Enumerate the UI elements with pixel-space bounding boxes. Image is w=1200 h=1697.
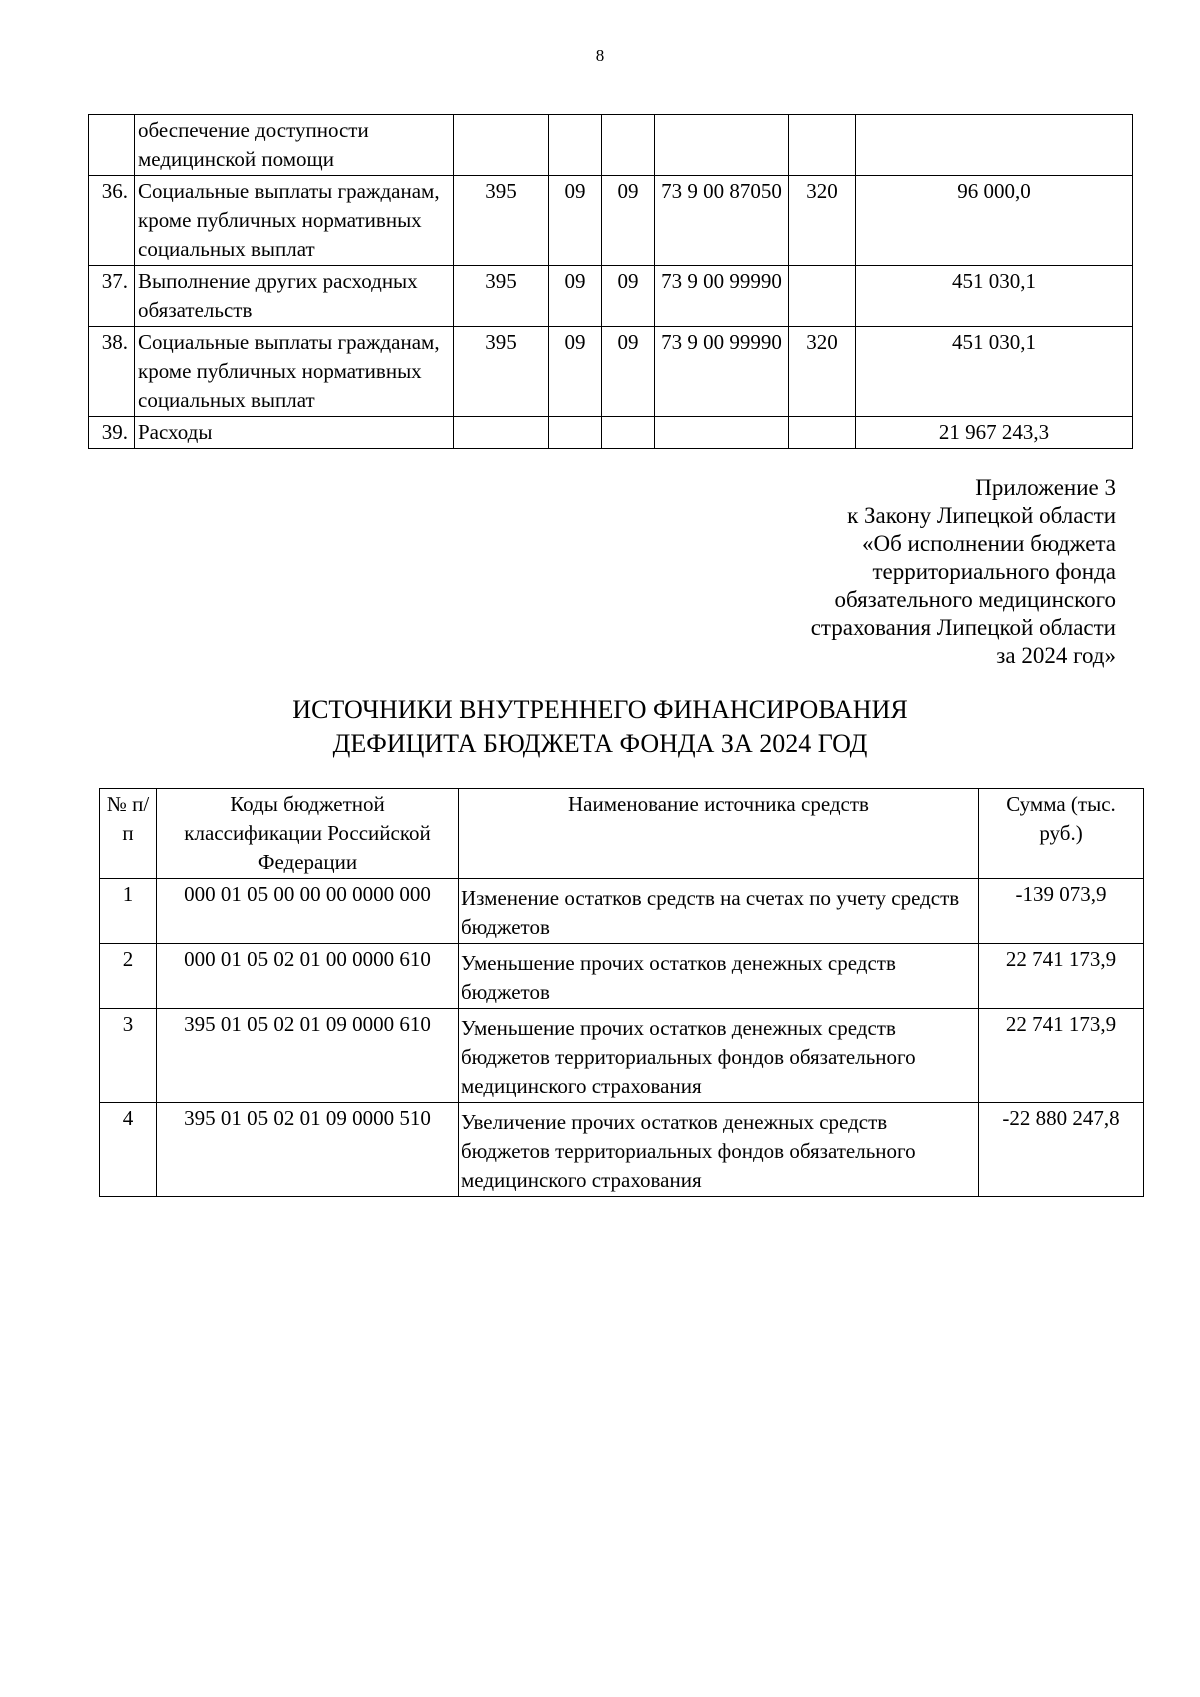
row-number: 36. [89,176,135,266]
row-number: 37. [89,266,135,327]
row-number: 3 [100,1009,157,1103]
appendix-reference [811,474,1116,670]
row-number: 2 [100,944,157,1009]
appendix-line: Приложение 3 [975,475,1116,500]
row-name: Изменение остатков средств на счетах по учету средств бюджетов [459,879,979,944]
row-sum: 22 741 173,9 [979,1009,1144,1103]
financing-sources-table [99,788,1144,1197]
row-sum: -139 073,9 [979,879,1144,944]
row-subsection: 09 [602,327,655,417]
row-name: Социальные выплаты гражданам, кроме публичных нормативных социальных выплат [135,176,454,266]
row-number: 4 [100,1103,157,1197]
row-code: 000 01 05 00 00 00 0000 000 [157,879,459,944]
row-admin-code: 395 [454,176,549,266]
table-row [89,266,1133,327]
table-row [89,115,1133,176]
title-line: ИСТОЧНИКИ ВНУТРЕННЕГО ФИНАНСИРОВАНИЯ [292,695,908,724]
row-subsection: 09 [602,266,655,327]
row-expense-type: 320 [789,176,856,266]
row-amount [856,115,1133,176]
row-code: 395 01 05 02 01 09 0000 510 [157,1103,459,1197]
row-expense-type [789,266,856,327]
row-amount: 451 030,1 [856,266,1133,327]
row-number: 1 [100,879,157,944]
row-name: Социальные выплаты гражданам, кроме публичных нормативных социальных выплат [135,327,454,417]
table-row [100,944,1144,1009]
title-line: ДЕФИЦИТА БЮДЖЕТА ФОНДА ЗА 2024 ГОД [332,729,868,758]
appendix-line: за 2024 год» [996,643,1116,668]
page-title [0,693,1200,761]
row-number: 39. [89,417,135,449]
row-name: Выполнение других расходных обязательств [135,266,454,327]
row-section: 09 [549,176,602,266]
row-expense-type [789,417,856,449]
row-section: 09 [549,327,602,417]
row-admin-code [454,115,549,176]
table-row [100,879,1144,944]
row-admin-code: 395 [454,266,549,327]
row-subsection [602,115,655,176]
row-code: 395 01 05 02 01 09 0000 610 [157,1009,459,1103]
row-name: Расходы [135,417,454,449]
row-amount: 21 967 243,3 [856,417,1133,449]
row-target-article: 73 9 00 99990 [655,327,789,417]
row-name: обеспечение доступности медицинской помощи [135,115,454,176]
row-section: 09 [549,266,602,327]
header-number: № п/п [100,789,157,879]
appendix-line: «Об исполнении бюджета [861,531,1116,556]
row-expense-type: 320 [789,327,856,417]
row-expense-type [789,115,856,176]
row-subsection [602,417,655,449]
table-row [100,1103,1144,1197]
row-name: Уменьшение прочих остатков денежных средств бюджетов [459,944,979,1009]
row-subsection: 09 [602,176,655,266]
row-name: Уменьшение прочих остатков денежных средств бюджетов территориальных фондов обязательного медицинского страхования [459,1009,979,1103]
row-name: Увеличение прочих остатков денежных средств бюджетов территориальных фондов обязательного медицинского страхования [459,1103,979,1197]
appendix-line: территориального фонда [872,559,1116,584]
table-row [89,327,1133,417]
header-codes: Коды бюджетной классификации Российской Федерации [157,789,459,879]
table-row [89,417,1133,449]
header-sum: Сумма (тыс. руб.) [979,789,1144,879]
page-number: 8 [595,46,605,65]
row-target-article [655,115,789,176]
row-code: 000 01 05 02 01 00 0000 610 [157,944,459,1009]
row-target-article [655,417,789,449]
row-amount: 96 000,0 [856,176,1133,266]
appendix-line: к Закону Липецкой области [847,503,1116,528]
row-number: 38. [89,327,135,417]
table-row [89,176,1133,266]
row-section [549,115,602,176]
row-sum: 22 741 173,9 [979,944,1144,1009]
row-admin-code [454,417,549,449]
row-sum: -22 880 247,8 [979,1103,1144,1197]
table-header-row [100,789,1144,879]
appendix-line: страхования Липецкой области [810,615,1116,640]
row-target-article: 73 9 00 99990 [655,266,789,327]
row-admin-code: 395 [454,327,549,417]
row-amount: 451 030,1 [856,327,1133,417]
table-row [100,1009,1144,1103]
header-name: Наименование источника средств [459,789,979,879]
row-number [89,115,135,176]
row-target-article: 73 9 00 87050 [655,176,789,266]
expenditure-table [88,114,1133,449]
appendix-line: обязательного медицинского [834,587,1116,612]
row-section [549,417,602,449]
